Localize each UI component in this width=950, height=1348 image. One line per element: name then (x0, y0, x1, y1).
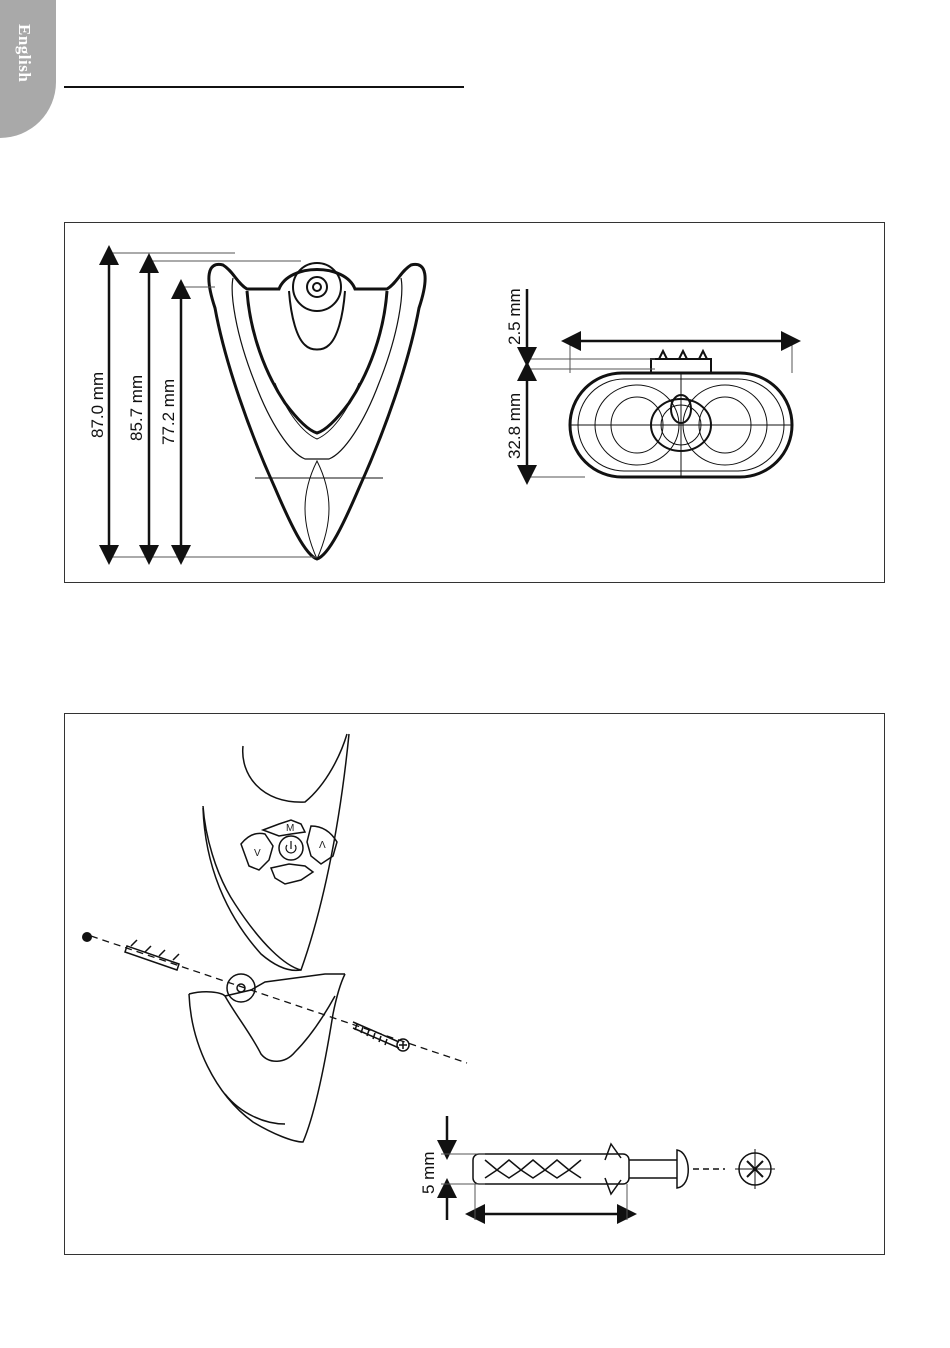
dimension-label-2-5: 2.5 mm (505, 288, 524, 345)
dimension-label-5mm: 5 mm (419, 1151, 438, 1194)
dimension-label-87: 87.0 mm (88, 371, 107, 438)
dimension-label-77: 77.2 mm (159, 378, 178, 445)
wall-holder (189, 974, 345, 1142)
remote-control (203, 734, 349, 970)
holder-front-view (209, 263, 425, 559)
mounting-drawing (65, 714, 886, 1256)
remote-key-v: V (254, 848, 261, 859)
mounting-panel (64, 713, 885, 1255)
language-tab-label: English (15, 24, 34, 83)
dimensions-drawing (65, 223, 886, 584)
drill-line (91, 936, 467, 1063)
holder-top-view (570, 351, 792, 477)
dimension-label-32-8: 32.8 mm (505, 392, 524, 459)
dimensions-panel (64, 222, 885, 583)
screw (353, 1022, 409, 1051)
dimension-label-85: 85.7 mm (127, 374, 146, 441)
language-tab (0, 0, 56, 138)
power-icon (286, 841, 296, 853)
dowel-detail (473, 1144, 775, 1194)
remote-key-lambda: Λ (319, 840, 326, 851)
header-rule (64, 86, 464, 88)
wall-hole-icon (82, 932, 92, 942)
wall-plug (125, 940, 179, 970)
remote-key-m: M (286, 823, 295, 834)
